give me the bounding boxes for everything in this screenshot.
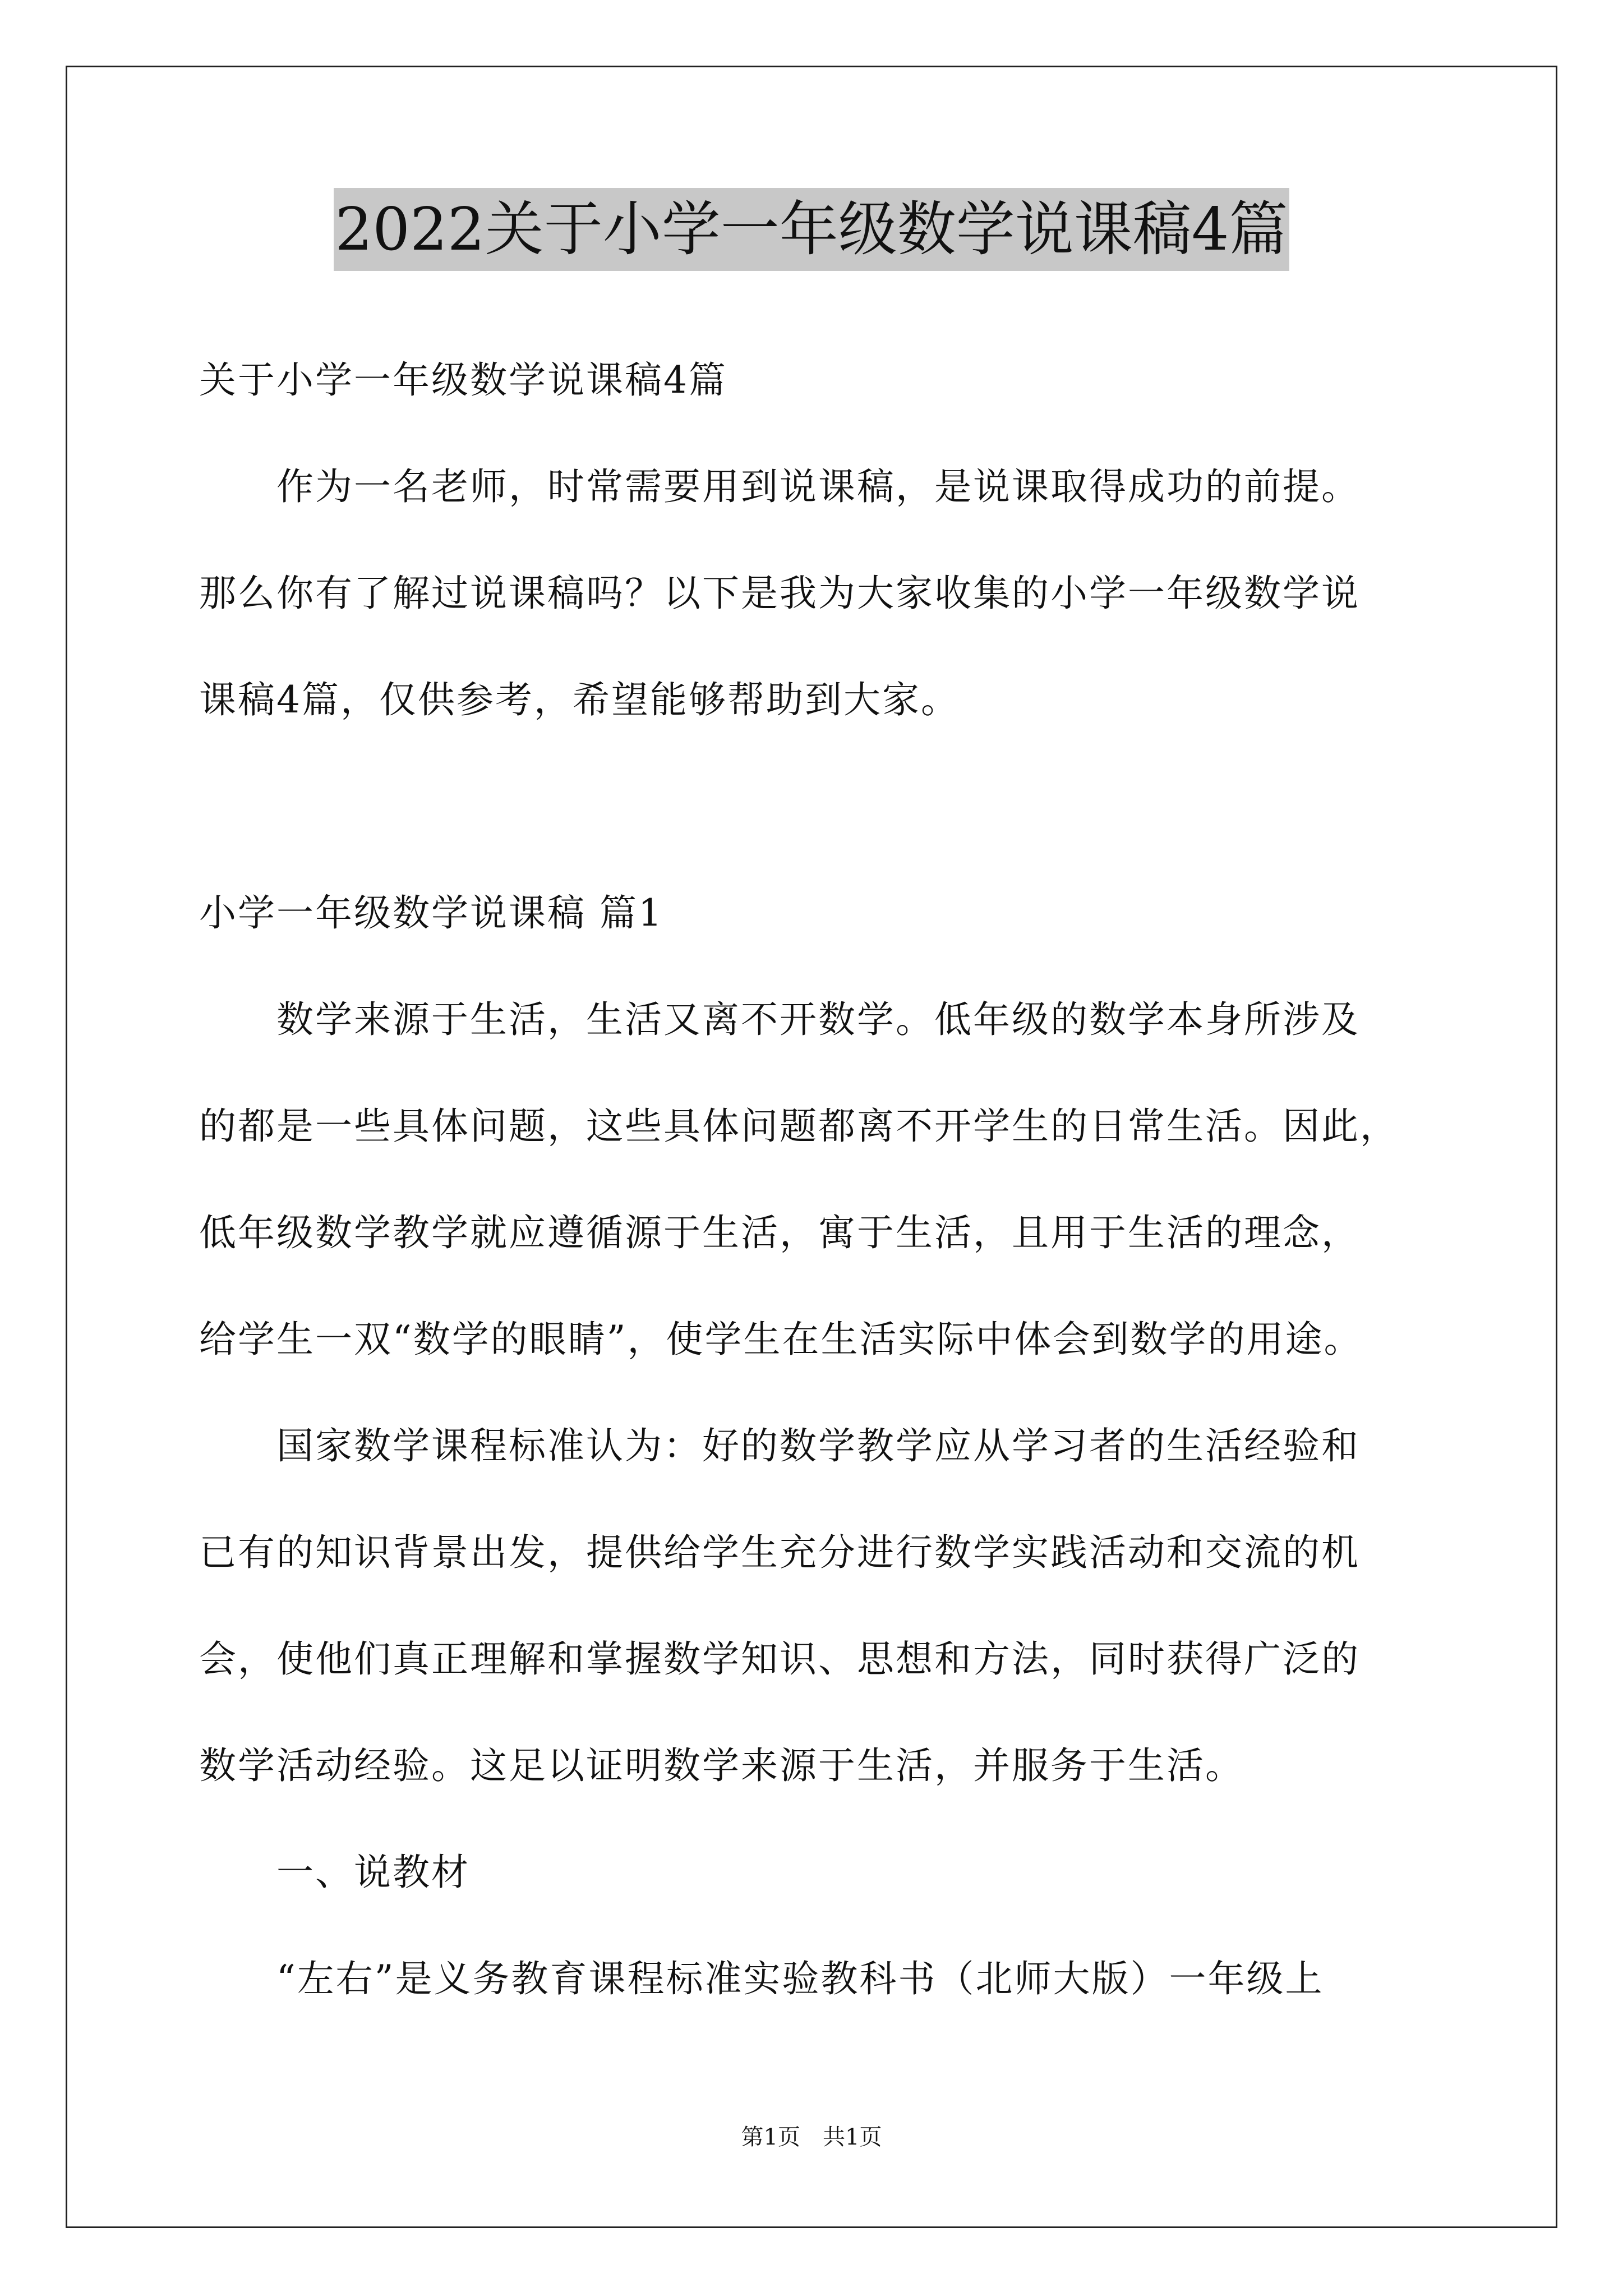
section-heading: 小学一年级数学说课稿 篇1 bbox=[199, 891, 663, 935]
paragraph-line: 会，使他们真正理解和掌握数学知识、思想和方法，同时获得广泛的 bbox=[199, 1637, 1360, 1681]
paragraph-line: 数学来源于生活，生活又离不开数学。低年级的数学本身所涉及 bbox=[199, 998, 1360, 1041]
paragraph-line: 作为一名老师，时常需要用到说课稿，是说课取得成功的前提。 bbox=[199, 465, 1360, 508]
document-title: 2022关于小学一年级数学说课稿4篇 bbox=[334, 188, 1289, 271]
paragraph-line: 低年级数学教学就应遵循源于生活，寓于生活，且用于生活的理念， bbox=[199, 1211, 1360, 1254]
paragraph-line: “左右”是义务教育课程标准实验教科书（北师大版）一年级上 bbox=[199, 1957, 1324, 2000]
page-footer: 第1页 共1页 bbox=[741, 2124, 882, 2150]
subsection-heading: 一、说教材 bbox=[199, 1851, 470, 1894]
title-container bbox=[0, 188, 1623, 271]
paragraph-line: 课稿4篇，仅供参考，希望能够帮助到大家。 bbox=[199, 678, 960, 721]
paragraph-line: 的都是一些具体问题，这些具体问题都离不开学生的日常生活。因此， bbox=[199, 1105, 1399, 1148]
subtitle-line: 关于小学一年级数学说课稿4篇 bbox=[199, 358, 727, 402]
paragraph-line: 给学生一双“数学的眼睛”，使学生在生活实际中体会到数学的用途。 bbox=[199, 1318, 1363, 1361]
paragraph-line: 数学活动经验。这足以证明数学来源于生活，并服务于生活。 bbox=[199, 1744, 1244, 1787]
paragraph-line: 国家数学课程标准认为：好的数学教学应从学习者的生活经验和 bbox=[199, 1424, 1360, 1467]
paragraph-line: 那么你有了解过说课稿吗？以下是我为大家收集的小学一年级数学说 bbox=[199, 572, 1360, 615]
paragraph-line: 已有的知识背景出发，提供给学生充分进行数学实践活动和交流的机 bbox=[199, 1531, 1360, 1574]
